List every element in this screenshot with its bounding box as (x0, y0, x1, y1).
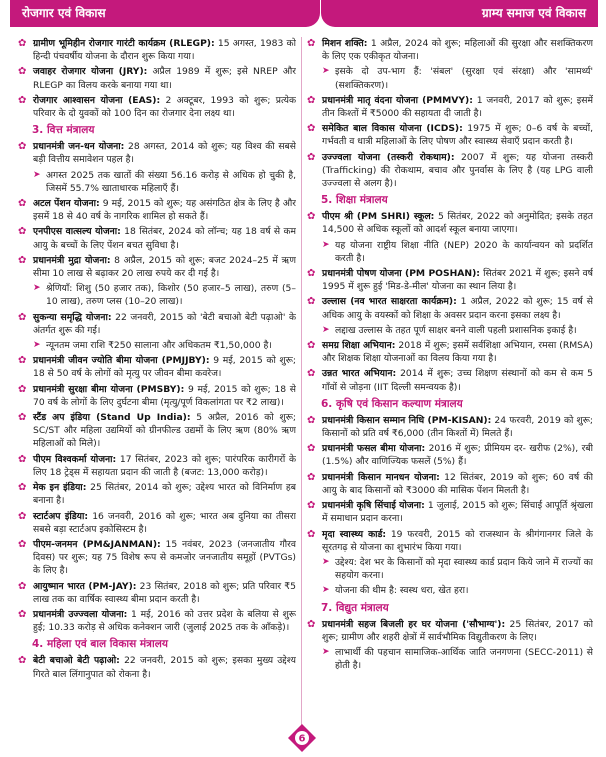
scheme-name: प्रधानमंत्री पोषण योजना (PM POSHAN): (322, 268, 480, 280)
sub-point: ➤ उद्देश्य: देश भर के किसानों को मृदा स्वास्थ्य कार्ड प्रदान किये जाने में राज्यों का सहयोग करना। (307, 556, 593, 582)
scheme-item (307, 94, 593, 120)
scheme-item (18, 254, 296, 280)
scheme-name: मृदा स्वास्थ्य कार्ड: (322, 528, 387, 540)
scheme-detail: 9 मई, 2015 को शुरू; यह असंगठित क्षेत्र के लिए है और इसमें 18 से 40 वर्ष के नागरिक शामिल हो सकते हैं। (33, 198, 296, 223)
scheme-item (18, 94, 296, 120)
scheme-item (18, 481, 296, 507)
scheme-detail: 1 जनवरी, 2017 को शुरू; इसमें तीन किश्तों में ₹5000 की सहायता दी जाती है। (322, 94, 593, 120)
scheme-name: रोजगार आश्वासन योजना (EAS): (33, 94, 161, 106)
scheme-detail: 2007 में शुरू; यह योजना तस्करी (Trafficking) की रोकथाम, बचाव और पुनर्वास के लिए है (यह LPG वाली उज्ज्वला से अलग है)। (322, 151, 593, 190)
sub-point: ➤ श्रेणियाँ: शिशु (50 हजार तक), किशोर (50 हजार–5 लाख), तरुण (5–10 लाख), तरुण प्लस (10–20 लाख)। (18, 282, 296, 308)
scheme-name: प्रधानमंत्री जन-धन योजना: (33, 141, 125, 153)
section-heading: 3. वित्त मंत्रालय (32, 124, 95, 137)
scheme-name: उल्लास (नव भारत साक्षरता कार्यक्रम): (322, 296, 457, 308)
scheme-item (307, 367, 593, 393)
scheme-name: प्रधानमंत्री फसल बीमा योजना: (322, 443, 426, 455)
header-left-title: रोजगार एवं विकास (10, 0, 320, 27)
right-column (307, 37, 593, 742)
scheme-name: समेकित बाल विकास योजना (ICDS): (322, 123, 463, 135)
scheme-detail: 2016 में शुरू; प्रीमियम दर- खरीफ (2%), रबी (1.5%) और वाणिज्यिक फसलें (5%) हैं। (322, 443, 593, 468)
scheme-item (307, 528, 593, 554)
scheme-item (307, 339, 593, 365)
scheme-detail: 5 सितंबर, 2022 को अनुमोदित; इसके तहत 14,500 से अधिक स्कूलों को आदर्श स्कूल बनाया जाएगा। (322, 211, 593, 236)
scheme-detail: 28 अगस्त, 2014 को शुरू; यह विश्व की सबसे बड़ी वित्तीय समावेशन पहल है। (33, 141, 296, 166)
scheme-name: जवाहर रोजगार योजना (JRY): (33, 66, 148, 78)
scheme-detail: अप्रैल 1989 में शुरू; इसे NREP और RLEGP का विलय करके बनाया गया था। (33, 66, 296, 91)
scheme-name: प्रधानमंत्री कृषि सिंचाई योजना: (322, 500, 425, 512)
section-heading: 7. विद्युत मंत्रालय (321, 601, 389, 614)
scheme-name: ग्रामीण भूमिहीन रोजगार गारंटी कार्यक्रम (RLEGP): (33, 38, 215, 49)
scheme-detail: 2 अक्टूबर, 1993 को शुरू; प्रत्येक परिवार के दो युवकों को 100 दिन का रोजगार देना लक्ष्य था। (33, 94, 296, 120)
scheme-name: पीएम श्री (PM SHRI) स्कूल: (322, 211, 435, 223)
scheme-detail: 2014 में शुरू; उच्च शिक्षण संस्थानों को कम से कम 5 गाँवों से जोड़ना (IIT दिल्ली समन्वयक है)। (322, 368, 593, 393)
scheme-item (307, 122, 593, 148)
scheme-name: आयुष्मान भारत (PM-JAY): (33, 580, 137, 592)
scheme-name: प्रधानमंत्री जीवन ज्योति बीमा योजना (PMJJBY): (33, 355, 210, 367)
scheme-item (18, 608, 296, 634)
scheme-item (307, 618, 593, 644)
scheme-item (18, 37, 296, 63)
scheme-name: एनपीएस वात्सल्य योजना: (33, 226, 121, 238)
scheme-detail: 25 सितंबर, 2017 को शुरू; ग्रामीण और शहरी क्षेत्रों में सार्वभौमिक विद्युतीकरण के लिए। (322, 618, 593, 643)
scheme-item (307, 499, 593, 525)
scheme-item (18, 510, 296, 536)
section-heading: 6. कृषि एवं किसान कल्याण मंत्रालय (321, 397, 463, 410)
scheme-name: प्रधानमंत्री सहज बिजली हर घर योजना ('सौभाग्य'): (322, 618, 506, 630)
scheme-detail: 19 फरवरी, 2015 को राजस्थान के श्रीगंगानगर जिले के सूरतगढ़ से योजना का शुभारंभ किया गया। (322, 528, 593, 553)
scheme-item (18, 225, 296, 251)
scheme-detail: 1 अप्रैल, 2022 को शुरू; 15 वर्ष से अधिक आयु के वयस्कों को शिक्षा के अवसर प्रदान करना इसका लक्ष्य है। (322, 296, 593, 321)
scheme-item (18, 311, 296, 337)
sub-point: ➤ अगस्त 2025 तक खातों की संख्या 56.16 करोड़ से अधिक हो चुकी है, जिसमें 55.7% खाताधारक महिलाएँ हैं। (18, 169, 296, 195)
scheme-detail: 15 अगस्त, 1983 को हिन्दी पंचवर्षीय योजना के दौरान शुरू किया गया। (33, 38, 296, 63)
page-number: 6 (298, 733, 306, 745)
scheme-name: उज्ज्वला योजना (तस्करी रोकथाम): (322, 151, 455, 163)
scheme-item (307, 471, 593, 497)
scheme-name: प्रधानमंत्री सुरक्षा बीमा योजना (PMSBY): (33, 383, 185, 395)
scheme-item (307, 295, 593, 321)
scheme-name: बेटी बचाओ बेटी पढ़ाओ: (33, 655, 120, 667)
page-number-badge (287, 723, 317, 753)
section-heading: 4. महिला एवं बाल विकास मंत्रालय (32, 638, 168, 651)
scheme-detail: 9 मई, 2015 को शुरू; 18 से 70 वर्ष के लोगों के लिए दुर्घटना बीमा (मृत्यु/पूर्ण विकलांगता पर ₹2 लाख)। (33, 383, 296, 408)
scheme-detail: 2018 में शुरू; इसमें सर्वशिक्षा अभियान, रमसा (RMSA) और शिक्षक शिक्षा योजनाओं का विलय किया गया है। (322, 340, 593, 365)
scheme-name: प्रधानमंत्री मातृ वंदना योजना (PMMVY): (322, 94, 473, 106)
scheme-name: प्रधानमंत्री मुद्रा योजना: (33, 254, 111, 266)
scheme-detail: 9 मई, 2015 को शुरू; 18 से 50 वर्ष के लोगों को मृत्यु पर जीवन बीमा कवरेज। (33, 355, 296, 380)
sub-point: ➤ न्यूनतम जमा राशि ₹250 सालाना और अधिकतम ₹1,50,000 है। (18, 339, 296, 352)
scheme-detail: 25 सितंबर, 2014 को शुरू; उद्देश्य भारत को विनिर्माण हब बनाना है। (33, 482, 296, 507)
scheme-name: मिशन शक्ति: (322, 38, 368, 49)
scheme-name: मेक इन इंडिया: (33, 482, 87, 494)
sub-point: ➤ इसके दो उप-भाग हैं: 'संबल' (सुरक्षा एवं संरक्षा) और 'सामर्थ्य' (सशक्तिकरण)। (307, 65, 593, 91)
scheme-detail: 17 सितंबर, 2023 को शुरू; पारंपरिक कारीगरों के लिए 18 ट्रेड्स में सहायता प्रदान की जाती है (बजट: 13,000 करोड़)। (33, 453, 296, 478)
scheme-item (18, 354, 296, 380)
sub-point: ➤ लाभार्थी की पहचान सामाजिक-आर्थिक जाति जनगणना (SECC-2011) से होती है। (307, 646, 593, 672)
scheme-detail: 5 अप्रैल, 2016 को शुरू; SC/ST और महिला उद्यमियों को ग्रीनफील्ड उद्यमों के लिए ऋण (80% ऋण महिलाओं को मिले)। (33, 412, 296, 450)
scheme-item (18, 411, 296, 451)
scheme-name: उन्नत भारत अभियान: (322, 368, 397, 380)
scheme-item (18, 453, 296, 479)
scheme-item (307, 442, 593, 468)
scheme-detail: सितंबर 2021 में शुरू; इसने वर्ष 1995 में शुरू हुई 'मिड-डे-मील' योजना का स्थान लिया है। (322, 268, 593, 293)
column-divider (301, 37, 302, 737)
scheme-item (18, 65, 296, 91)
scheme-detail: 1 मई, 2016 को उत्तर प्रदेश के बलिया से शुरू हुई; 10.33 करोड़ से अधिक कनेक्शन जारी (जुलाई 2025 तक के आँकड़े)। (33, 608, 296, 634)
sub-point: ➤ लद्दाख उल्लास के तहत पूर्ण साक्षर बनने वाली पहली प्रशासनिक इकाई है। (307, 324, 593, 337)
scheme-detail: 1 जुलाई, 2015 को शुरू; सिंचाई आपूर्ति श्रृंखला में समाधान प्रदान करना। (322, 500, 593, 525)
scheme-name: पीएम विश्वकर्मा योजना: (33, 453, 117, 465)
scheme-detail: 1 अप्रैल, 2024 को शुरू; महिलाओं की सुरक्षा और सशक्तिकरण के लिए एक एकीकृत योजना। (322, 38, 593, 63)
scheme-item (18, 654, 296, 680)
scheme-name: अटल पेंशन योजना: (33, 198, 100, 210)
sub-point: ➤ योजना की थीम है: स्वस्थ धरा, खेत हरा। (307, 584, 593, 597)
left-column (18, 37, 296, 742)
scheme-detail: 12 सितंबर, 2019 को शुरू; 60 वर्ष की आयु के बाद किसानों को ₹3000 की मासिक पेंशन मिलती है। (322, 471, 593, 496)
header-right-title: ग्राम्य समाज एवं विकास (321, 0, 598, 27)
scheme-item (307, 210, 593, 236)
scheme-name: पीएम-जनमन (PM&JANMAN): (33, 538, 161, 550)
scheme-item (18, 197, 296, 223)
scheme-name: प्रधानमंत्री किसान मानधन योजना: (322, 471, 440, 483)
scheme-detail: 24 फरवरी, 2019 को शुरू; किसानों को प्रति वर्ष ₹6,000 (तीन किश्तों में) मिलते हैं। (322, 414, 593, 440)
scheme-name: प्रधानमंत्री उज्ज्वला योजना: (33, 608, 128, 620)
scheme-item (307, 37, 593, 63)
scheme-item (18, 580, 296, 606)
scheme-detail: 16 जनवरी, 2016 को शुरू; भारत अब दुनिया का तीसरा सबसे बड़ा स्टार्टअप इकोसिस्टम है। (33, 510, 296, 535)
scheme-item (307, 414, 593, 440)
scheme-detail: 18 सितंबर, 2024 को लॉन्च; यह 18 वर्ष से कम आयु के बच्चों के लिए पेंशन बचत सुविधा है। (33, 226, 296, 251)
scheme-item (307, 267, 593, 293)
scheme-item (18, 140, 296, 166)
sub-point: ➤ यह योजना राष्ट्रीय शिक्षा नीति (NEP) 2020 के कार्यान्वयन को प्रदर्शित करती है। (307, 239, 593, 265)
scheme-detail: 22 जनवरी, 2015 को शुरू; इसका मुख्य उद्देश्य गिरते बाल लिंगानुपात को रोकना है। (33, 655, 296, 680)
scheme-item (307, 151, 593, 191)
scheme-name: स्टार्टअप इंडिया: (33, 510, 89, 522)
scheme-detail: 1975 में शुरू; 0–6 वर्ष के बच्चों, गर्भवती व धात्री महिलाओं के लिए पोषण और स्वास्थ्य सेवाएँ प्रदान करती है। (322, 123, 593, 148)
scheme-detail: 8 अप्रैल, 2015 को शुरू; बजट 2024–25 में ऋण सीमा 10 लाख से बढ़ाकर 20 लाख रुपये कर दी गई है। (33, 254, 296, 280)
scheme-item (18, 538, 296, 578)
scheme-item (18, 383, 296, 409)
scheme-name: समग्र शिक्षा अभियान: (322, 340, 396, 352)
scheme-detail: 23 सितंबर, 2018 को शुरू; प्रति परिवार ₹5 लाख तक का वार्षिक स्वास्थ्य बीमा प्रदान करती है। (33, 580, 296, 605)
scheme-name: स्टैंड अप इंडिया (Stand Up India): (33, 412, 191, 424)
section-heading: 5. शिक्षा मंत्रालय (321, 194, 388, 207)
scheme-detail: 22 जनवरी, 2015 को 'बेटी बचाओ बेटी पढ़ाओ' के अंतर्गत शुरू की गई। (33, 311, 296, 336)
scheme-name: प्रधानमंत्री किसान सम्मान निधि (PM-KISAN): (322, 414, 492, 426)
scheme-detail: 15 नवंबर, 2023 (जनजातीय गौरव दिवस) पर शुरू; यह 75 विशेष रूप से कमजोर जनजातीय समूहों (PVTGs) के लिए है। (33, 538, 296, 577)
scheme-name: सुकन्या समृद्धि योजना: (33, 311, 112, 323)
